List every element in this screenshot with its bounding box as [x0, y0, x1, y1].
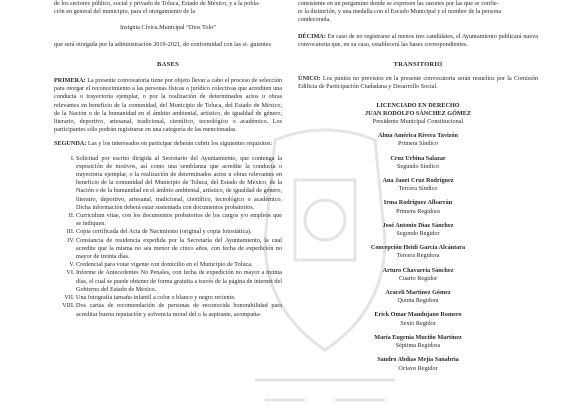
- signature-role: Tercera Regidora: [396, 252, 440, 260]
- decima-label: DÉCIMA:: [298, 32, 326, 40]
- signature-block: [298, 311, 538, 327]
- right-column: [298, 0, 538, 373]
- bases-heading: BASES: [157, 60, 179, 68]
- unico-paragraph: [298, 75, 538, 91]
- signature-name: Ana Janet Cruz Rodríguez: [382, 177, 454, 185]
- signature-block: [298, 199, 538, 215]
- left-column: [54, 0, 282, 319]
- intro-line-2: re la distinción, y una medalla con el Escudo Municipal y el nombre de la persona: [298, 8, 502, 16]
- signature-role: Segundo Síndico: [396, 162, 440, 170]
- list-item: V. Credencial para votar vigente con domicilio en el Municipio de Toluca.: [76, 261, 282, 269]
- list-item: IV. Constancia de residencia expedida por la Secretaría del Ayuntamiento, la cual acredite que la misma no sea menor de cinco años, con fecha de expedición no mayor de treinta días.: [76, 237, 282, 262]
- decima-text: En caso de no registrarse al menos tres candidatos, el Ayuntamiento publicará nueva convocatoria que, en su caso, establecerá las bases correspondientes.: [298, 32, 538, 48]
- unico-text: Los puntos no previstos en la presente convocatoria serán resueltos por la Comisión Edilicia de Participación Ciudadana y Desarrollo Social.: [298, 75, 538, 91]
- signature-block: [298, 334, 538, 350]
- intro-line-2: ción en general del municipio, para el otorgamiento de la: [54, 8, 196, 16]
- signature-role: Sexto Regidor: [400, 319, 436, 327]
- signature-block: [298, 132, 538, 148]
- transitorio-heading: TRANSITORIO: [393, 61, 443, 69]
- intro-line-1: de los sectores público, social y privado de Toluca, Estado de México, y a la pobla-: [54, 0, 260, 7]
- signature-name: Sandro Abdías Mejía Sanabria: [377, 356, 459, 364]
- signature-block: [298, 155, 538, 171]
- signature-block: [298, 356, 538, 372]
- list-item: VIII. Dos cartas de recomendación de personas de reconocida honorabilidad para acreditar buena reputación y solvencia moral del o la aspirante, acompaña-: [76, 302, 282, 318]
- primera-label: PRIMERA:: [54, 77, 86, 85]
- primera-paragraph: [54, 77, 282, 134]
- signature-name: Arturo Chavarría Sánchez: [382, 266, 454, 274]
- signature-role: Octavo Regidor: [398, 364, 438, 372]
- list-item: VII. Una fotografía tamaño infantil a color o blanco y negro reciente.: [76, 294, 282, 302]
- signature-name: María Eugenia Muciño Martínez: [374, 333, 462, 341]
- signature-block: [298, 267, 538, 283]
- primera-text: La presente convocatoria tiene por objeto llevar a cabo el proceso de selección para otorgar el reconocimiento a las personas físicas o jurídico colectivas que acrediten una conducta o trayectoria ejemplar, o por la realización de determinados actos u obras relevantes en beneficio de la comunidad, del Municipio de Toluca, del Estado de México, de la Nación o de la humanidad en el ámbito ambiental, artístico, de igualdad de género, literario, deportivo, artesanal, tradicional, científico, tecnológico o académico. Los participantes sólo podrán registrarse en una categoría de las mencionadas.: [54, 77, 282, 134]
- signature-name: Erick Omar Mandujano Romero: [374, 311, 462, 319]
- list-item: I. Solicitud por escrito dirigida al Secretario del Ayuntamiento, que contenga la exposición de motivos, así como una semblanza que acredite la conducta o trayectoria ejemplar, o la realización de determinados actos u obras relevantes en beneficio de la comunidad del Municipio de Toluca, del Estado de México, de la Nación o de la humanidad en el ámbito ambiental, artístico, de igualdad de género, literario, deportivo, artesanal, tradicional, científico, tecnológico o académico. Dicha información deberá estar sustentada con documentos probatorios.: [76, 155, 282, 212]
- signature-name: Araceli Martínez Gómez: [385, 289, 451, 297]
- signature-block: [298, 289, 538, 305]
- signature-role: Segundo Regidor: [396, 230, 440, 238]
- signature-block: [298, 244, 538, 260]
- signature-role: Presidente Municipal Constitucional: [372, 118, 464, 126]
- intro-line-1: consistente en un pergamino donde se expresen las razones por las que se confie-: [298, 0, 499, 7]
- award-after-text: que será otorgada por la administración 2019-2021, de conformidad con las si- guientes: [54, 40, 271, 48]
- list-item: II. Curriculum vitae, con los documentos probatorios de los cargos y/o empleos que se indiquen.: [76, 212, 282, 228]
- signature-block: [298, 222, 538, 238]
- signature-role: Tercera Síndico: [398, 185, 438, 193]
- signature-name: Irma Rodríguez Albarrán: [383, 199, 453, 207]
- unico-label: ÚNICO:: [298, 75, 321, 83]
- signature-role: Séptima Regidora: [395, 342, 441, 350]
- signature-role: Primera Regidora: [396, 207, 440, 215]
- signature-title: LICENCIADO EN DERECHO: [376, 101, 460, 109]
- signature-name: JUAN RODOLFO SÁNCHEZ GÓMEZ: [364, 109, 472, 117]
- signature-role: Quinta Regidora: [397, 297, 439, 305]
- decima-paragraph: [298, 33, 538, 49]
- signature-presidente: [298, 102, 538, 127]
- award-name: Insignia Cívica Municipal “Dios Tolo”: [119, 24, 217, 32]
- signature-name: Concepción Heidi García Alcántara: [370, 244, 466, 252]
- signature-role: Primera Síndico: [397, 140, 439, 148]
- signature-name: José Antonio Díaz Sánchez: [382, 221, 454, 229]
- segunda-label: SEGUNDA:: [54, 140, 87, 148]
- signature-role: Cuarto Regidor: [398, 274, 438, 282]
- segunda-text: Las y los interesados en participar deberán cubrir los siguientes requisitos:: [86, 140, 273, 148]
- list-item: VI. Informe de Antecedentes No Penales, con fecha de expedición no mayor a treinta días, el cual se puede obtener de forma gratuita a través de la página de internet del Gobierno del Estado de México.: [76, 269, 282, 294]
- segunda-paragraph: [54, 140, 282, 148]
- list-item: III. Copia certificada del Acta de Nacimiento (original y copia fotostática).: [76, 228, 282, 236]
- signature-name: Cruz Urbina Salazar: [390, 154, 446, 162]
- requisitos-list: [54, 155, 282, 319]
- signature-block: [298, 177, 538, 193]
- intro-line-3: condecorada.: [298, 16, 331, 24]
- signature-name: Alma América Rivera Tavizón: [378, 132, 458, 140]
